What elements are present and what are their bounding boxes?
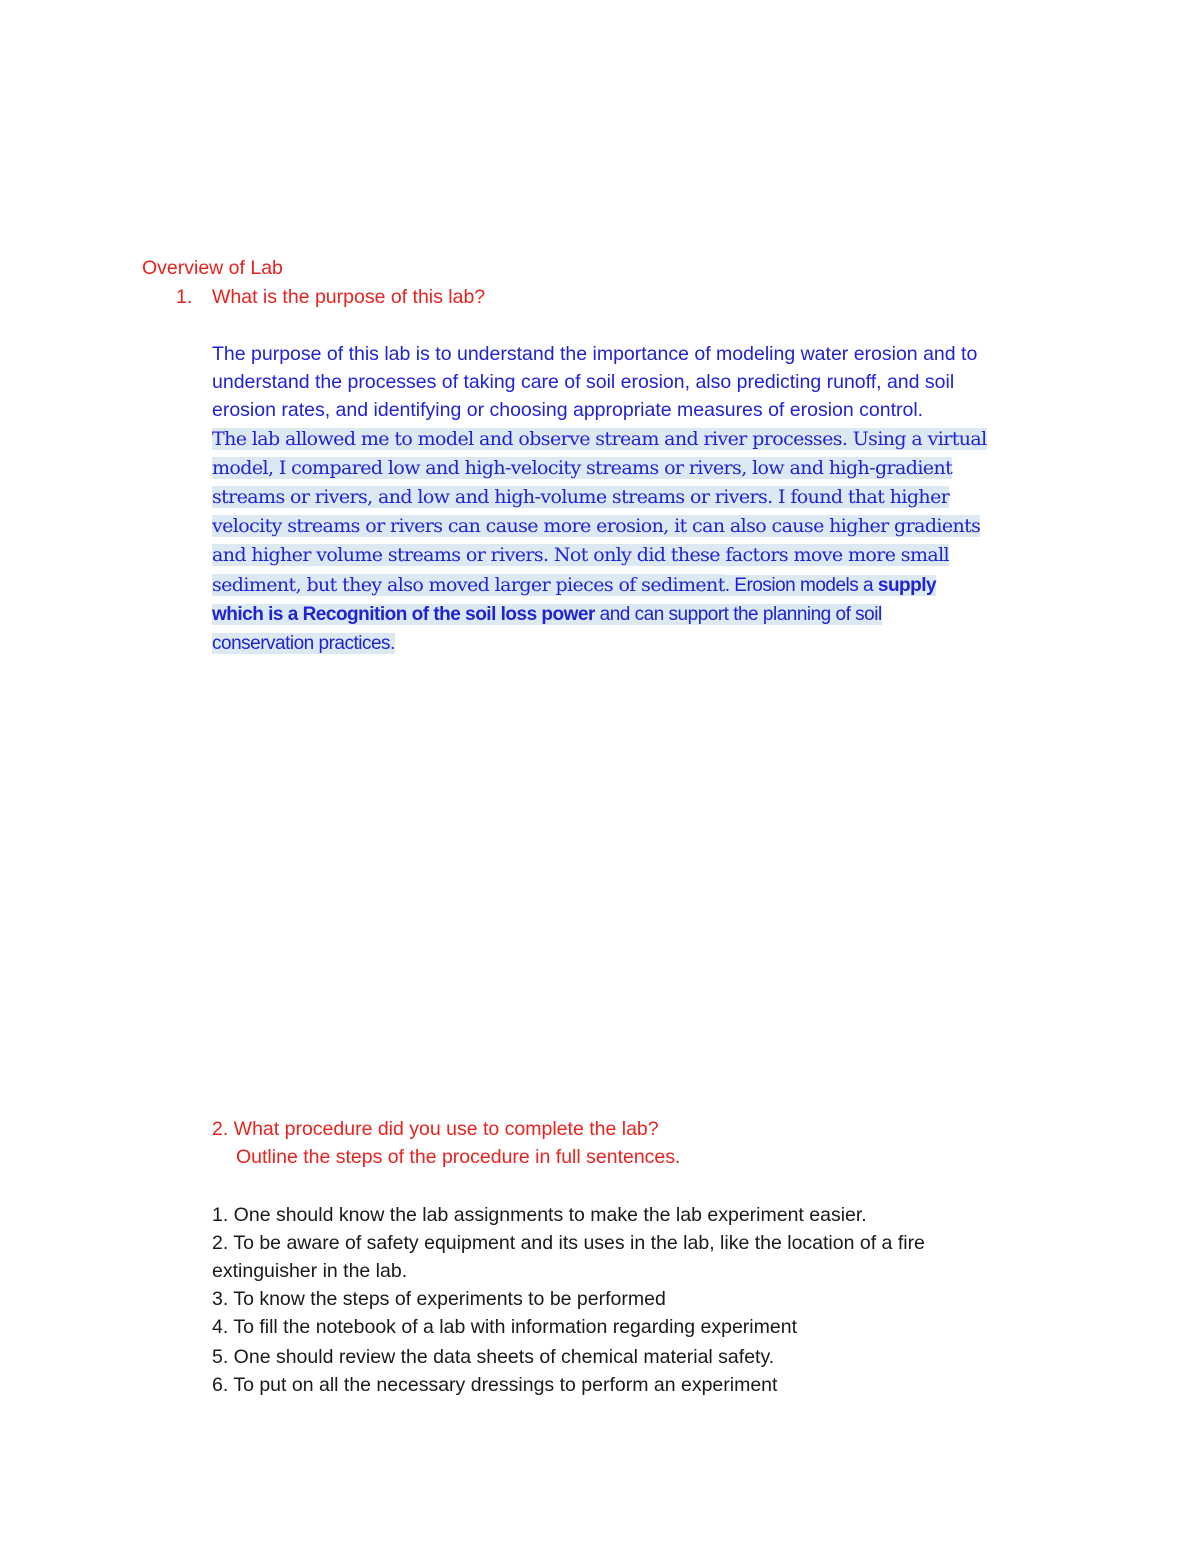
procedure-step: extinguisher in the lab. xyxy=(212,1260,408,1282)
procedure-step: 2. To be aware of safety equipment and its uses in the lab, like the location of a fire xyxy=(212,1232,925,1254)
answer-line: The purpose of this lab is to understand the importance of modeling water erosion and to xyxy=(212,343,978,365)
highlighted-answer-line: The lab allowed me to model and observe stream and river processes. Using a virtual xyxy=(212,428,987,450)
highlighted-answer-line: model, I compared low and high-velocity streams or rivers, low and high-gradient xyxy=(212,457,953,479)
bold-answer-segment: which is a Recognition of the soil loss power xyxy=(212,604,595,625)
section-heading: Overview of Lab xyxy=(142,257,283,279)
highlighted-answer-line: velocity streams or rivers can cause more erosion, it can also cause higher gradients xyxy=(212,515,981,537)
highlighted-answer-segment: sediment, but they also moved larger pieces of sediment xyxy=(212,574,725,596)
question-number: 1. xyxy=(176,286,193,308)
procedure-step: 1. One should know the lab assignments to make the lab experiment easier. xyxy=(212,1204,867,1226)
procedure-step: 5. One should review the data sheets of chemical material safety. xyxy=(212,1346,775,1368)
highlighted-answer-line: and higher volume streams or rivers. Not only did these factors move more small xyxy=(212,544,950,566)
bold-answer-segment: supply xyxy=(877,575,937,596)
procedure-step: 4. To fill the notebook of a lab with information regarding experiment xyxy=(212,1316,797,1338)
question-1: What is the purpose of this lab? xyxy=(212,286,486,308)
procedure-step: 6. To put on all the necessary dressings to perform an experiment xyxy=(212,1374,778,1396)
question-2-instruction: Outline the steps of the procedure in full sentences. xyxy=(236,1146,681,1168)
answer-segment: and can support the planning of soil xyxy=(594,604,882,625)
answer-segment: . Erosion models a xyxy=(724,575,878,596)
answer-line: understand the processes of taking care of soil erosion, also predicting runoff, and soil xyxy=(212,371,955,393)
answer-segment: conservation practices. xyxy=(212,633,395,654)
highlighted-answer-line: streams or rivers, and low and high-volume streams or rivers. I found that higher xyxy=(212,486,950,508)
answer-line: erosion rates, and identifying or choosing appropriate measures of erosion control. xyxy=(212,399,924,421)
question-2: 2. What procedure did you use to complete the lab? xyxy=(212,1118,659,1140)
procedure-step: 3. To know the steps of experiments to be performed xyxy=(212,1288,666,1310)
